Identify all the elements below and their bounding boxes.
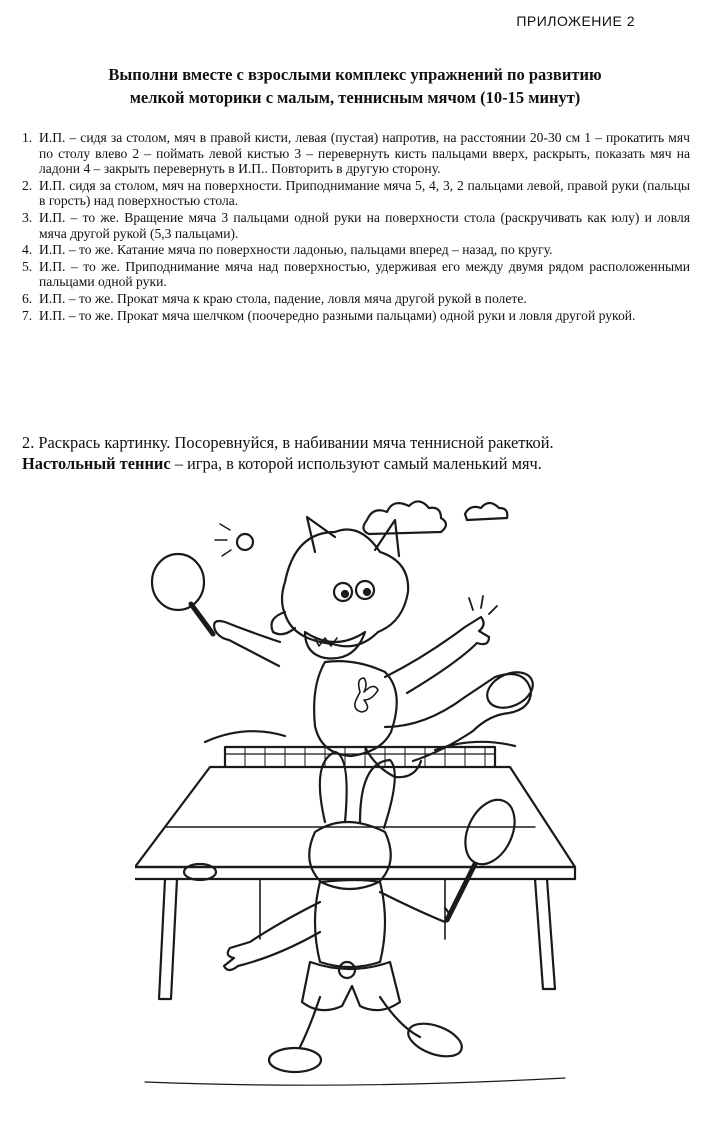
item-number: 1.: [22, 130, 33, 145]
item-text: И.П. – то же. Прокат мяча к краю стола, падение, ловля мяча другой рукой в полете.: [39, 290, 527, 306]
title-line-2: мелкой моторики с малым, теннисным мячом (10-15 минут): [129, 88, 581, 107]
item-number: 5.: [22, 258, 33, 274]
page-title: [30, 63, 680, 109]
title-line-1: Выполни вместе с взрослыми комплекс упражнений по развитию: [108, 65, 602, 84]
item-number: 7.: [22, 307, 33, 323]
term-definition: – игра, в которой используют самый маленький мяч.: [170, 454, 542, 473]
ping-pong-table: [135, 767, 575, 867]
task-2: [22, 432, 702, 474]
wolf-and-hare-ping-pong-coloring-icon: [135, 492, 580, 1092]
shoe-icon: [404, 1017, 466, 1062]
item-number: 2.: [22, 177, 33, 193]
racket-icon: [152, 554, 204, 610]
list-item: [22, 308, 690, 324]
racket-icon: [456, 792, 525, 872]
wolf-head: [282, 530, 408, 647]
task-2-instruction: 2. Раскрась картинку. Посоревнуйся, в набивании мяча теннисной ракеткой.: [22, 433, 554, 452]
item-text: И.П. – то же. Прокат мяча шелчком (поочередно разными пальцами) одной руки и ловля другой рукой.: [39, 307, 636, 323]
item-number: 6.: [22, 290, 33, 306]
item-text: И.П. – то же. Катание мяча по поверхности ладонью, пальцами вперед – назад, по кругу.: [39, 242, 553, 258]
shoe-icon: [269, 1048, 321, 1072]
list-item: [22, 178, 690, 209]
item-number: 3.: [22, 209, 33, 225]
ball-icon: [237, 534, 253, 550]
task-2-definition-line: [22, 453, 702, 474]
hare-ear: [360, 760, 395, 828]
hare-emblem-icon: [355, 678, 378, 712]
list-item: [22, 242, 690, 258]
list-item: [22, 259, 690, 290]
list-item: [22, 130, 690, 177]
item-text: И.П. – то же. Вращение мяча 3 пальцами одной руки на поверхности стола (раскручивать как юлу) и ловля мяча другой рукой (5,3 пальцами).: [39, 209, 690, 241]
list-item: [22, 291, 690, 307]
item-text: И.П. сидя за столом, мяч на поверхности. Приподнимание мяча 5, 4, 3, 2 пальцами левой, правой руки (пальцы в горсть) над поверхностью стола.: [39, 177, 690, 209]
item-text: И.П. – сидя за столом, мяч в правой кисти, левая (пустая) напротив, на расстоянии 20-30 см 1 – прокатить мяч по столу влево 2 – поймать левой кистью 3 – перевернуть кисть пальцами вверх, раскрыть, показать мяч на ладони 4 – закрыть перевернуть в И.П.. Повторить в другую сторону.: [39, 130, 690, 177]
item-text: И.П. – то же. Приподнимание мяча над поверхностью, удерживая его между двумя рядом расположенными пальцами одной руки.: [39, 258, 690, 290]
term-bold: Настольный теннис: [22, 454, 171, 473]
appendix-label: ПРИЛОЖЕНИЕ 2: [516, 13, 635, 29]
hare-ear: [320, 752, 347, 822]
hare-body: [315, 880, 385, 967]
list-item: [22, 210, 690, 241]
item-number: 4.: [22, 242, 33, 258]
exercise-list: [22, 130, 690, 324]
cloud-icon: [465, 503, 507, 520]
cloud-icon: [363, 501, 446, 534]
